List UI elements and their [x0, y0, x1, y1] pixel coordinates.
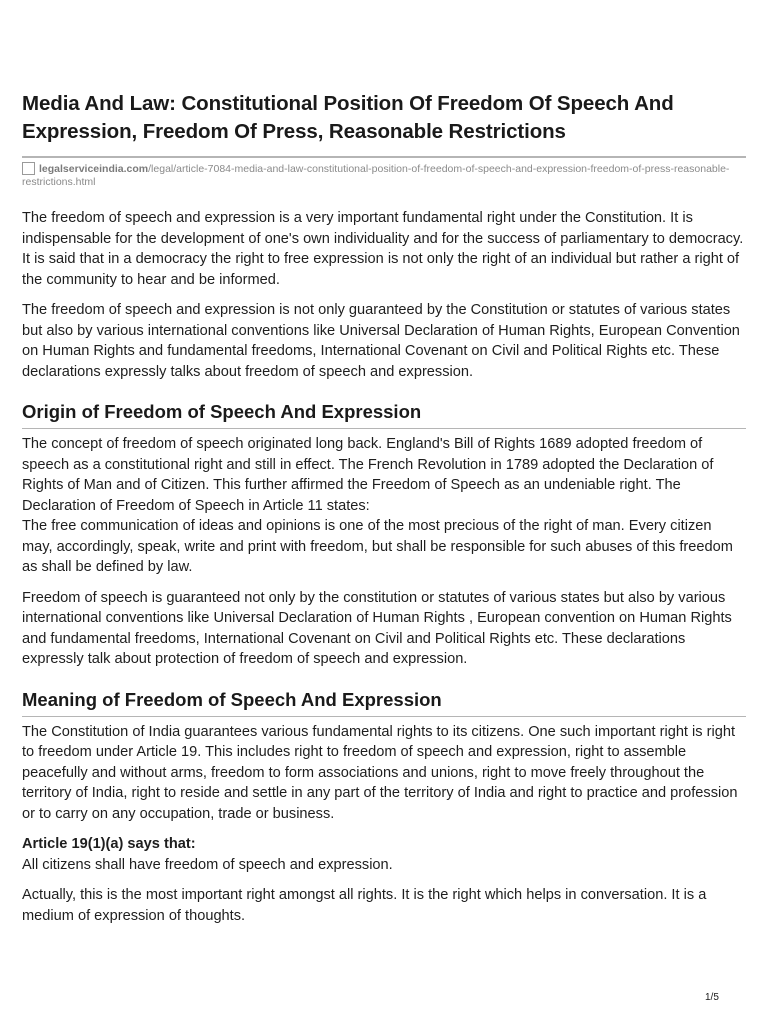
- article-19-text: All citizens shall have freedom of speech and expression.: [22, 856, 393, 873]
- page-number: 1/5: [705, 992, 719, 1003]
- heading-origin: Origin of Freedom of Speech And Expression: [22, 400, 746, 429]
- origin-quote: The free communication of ideas and opinions is one of the most precious of the right of man. Every citizen may, accordingly, speak, write and print with freedom, but shall be responsible for such abuses of this freedom as shall be defined by law.: [22, 518, 733, 575]
- meaning-paragraph-1: The Constitution of India guarantees various fundamental rights to its citizens. One such important right is right to freedom under Article 19. This includes right to freedom of speech and expression, right to assemble peacefully and without arms, freedom to form associations and unions, right to move freely throughout the territory of India, right to reside and settle in any part of the territory of India and right to practice and profession or to carry on any occupation, trade or business.: [22, 723, 738, 822]
- favicon-icon: [22, 162, 35, 175]
- origin-paragraph-1: The concept of freedom of speech originated long back. England's Bill of Rights 1689 adopted freedom of speech as a constitutional right and still in effect. The French Revolution in 1789 adopted the Declaration of Rights of Man and of Citizen. This further affirmed the Freedom of Speech as an undeniable right. The Declaration of Freedom of Speech in Article 11 states:: [22, 436, 714, 514]
- source-line: [22, 156, 746, 189]
- article-title: Media And Law: Constitutional Position Of Freedom Of Speech And Expression, Freedom Of Press, Reasonable Restrictions: [22, 92, 674, 143]
- meaning-paragraph-3: Actually, this is the most important right amongst all rights. It is the right which helps in conversation. It is a medium of expression of thoughts.: [22, 887, 707, 924]
- intro-paragraph-1: The freedom of speech and expression is a very important fundamental right under the Constitution. It is indispensable for the development of one's own individuality and for the success of parliamentary to democracy. It is said that in a democracy the right to free expression is not only the right of an individual but rather a right of the community to hear and be informed.: [22, 210, 744, 288]
- article-page: [22, 90, 746, 926]
- heading-meaning: Meaning of Freedom of Speech And Expression: [22, 688, 746, 717]
- intro-paragraph-2: The freedom of speech and expression is not only guaranteed by the Constitution or statutes of various states but also by various international conventions like Universal Declaration of Human Rights, European Convention on Human Rights and fundamental freedoms, International Covenant on Civil and Political Rights etc. These declarations expressly talks about freedom of speech and expression.: [22, 302, 740, 380]
- source-domain[interactable]: legalserviceindia.com: [39, 163, 149, 175]
- source-path[interactable]: /legal/article-7084-media-and-law-constitutional-position-of-freedom-of-speech-and-expression-freedom-of-press-reasonable-restrictions.html: [22, 163, 730, 188]
- origin-paragraph-2: Freedom of speech is guaranteed not only by the constitution or statutes of various states but also by various international conventions like Universal Declaration of Human Rights , European convention on Human Rights and fundamental freedoms, International Covenant on Civil and Political Rights etc. These declarations expressly talk about protection of freedom of speech and expression.: [22, 589, 732, 667]
- article-19-label: Article 19(1)(a) says that:: [22, 836, 196, 852]
